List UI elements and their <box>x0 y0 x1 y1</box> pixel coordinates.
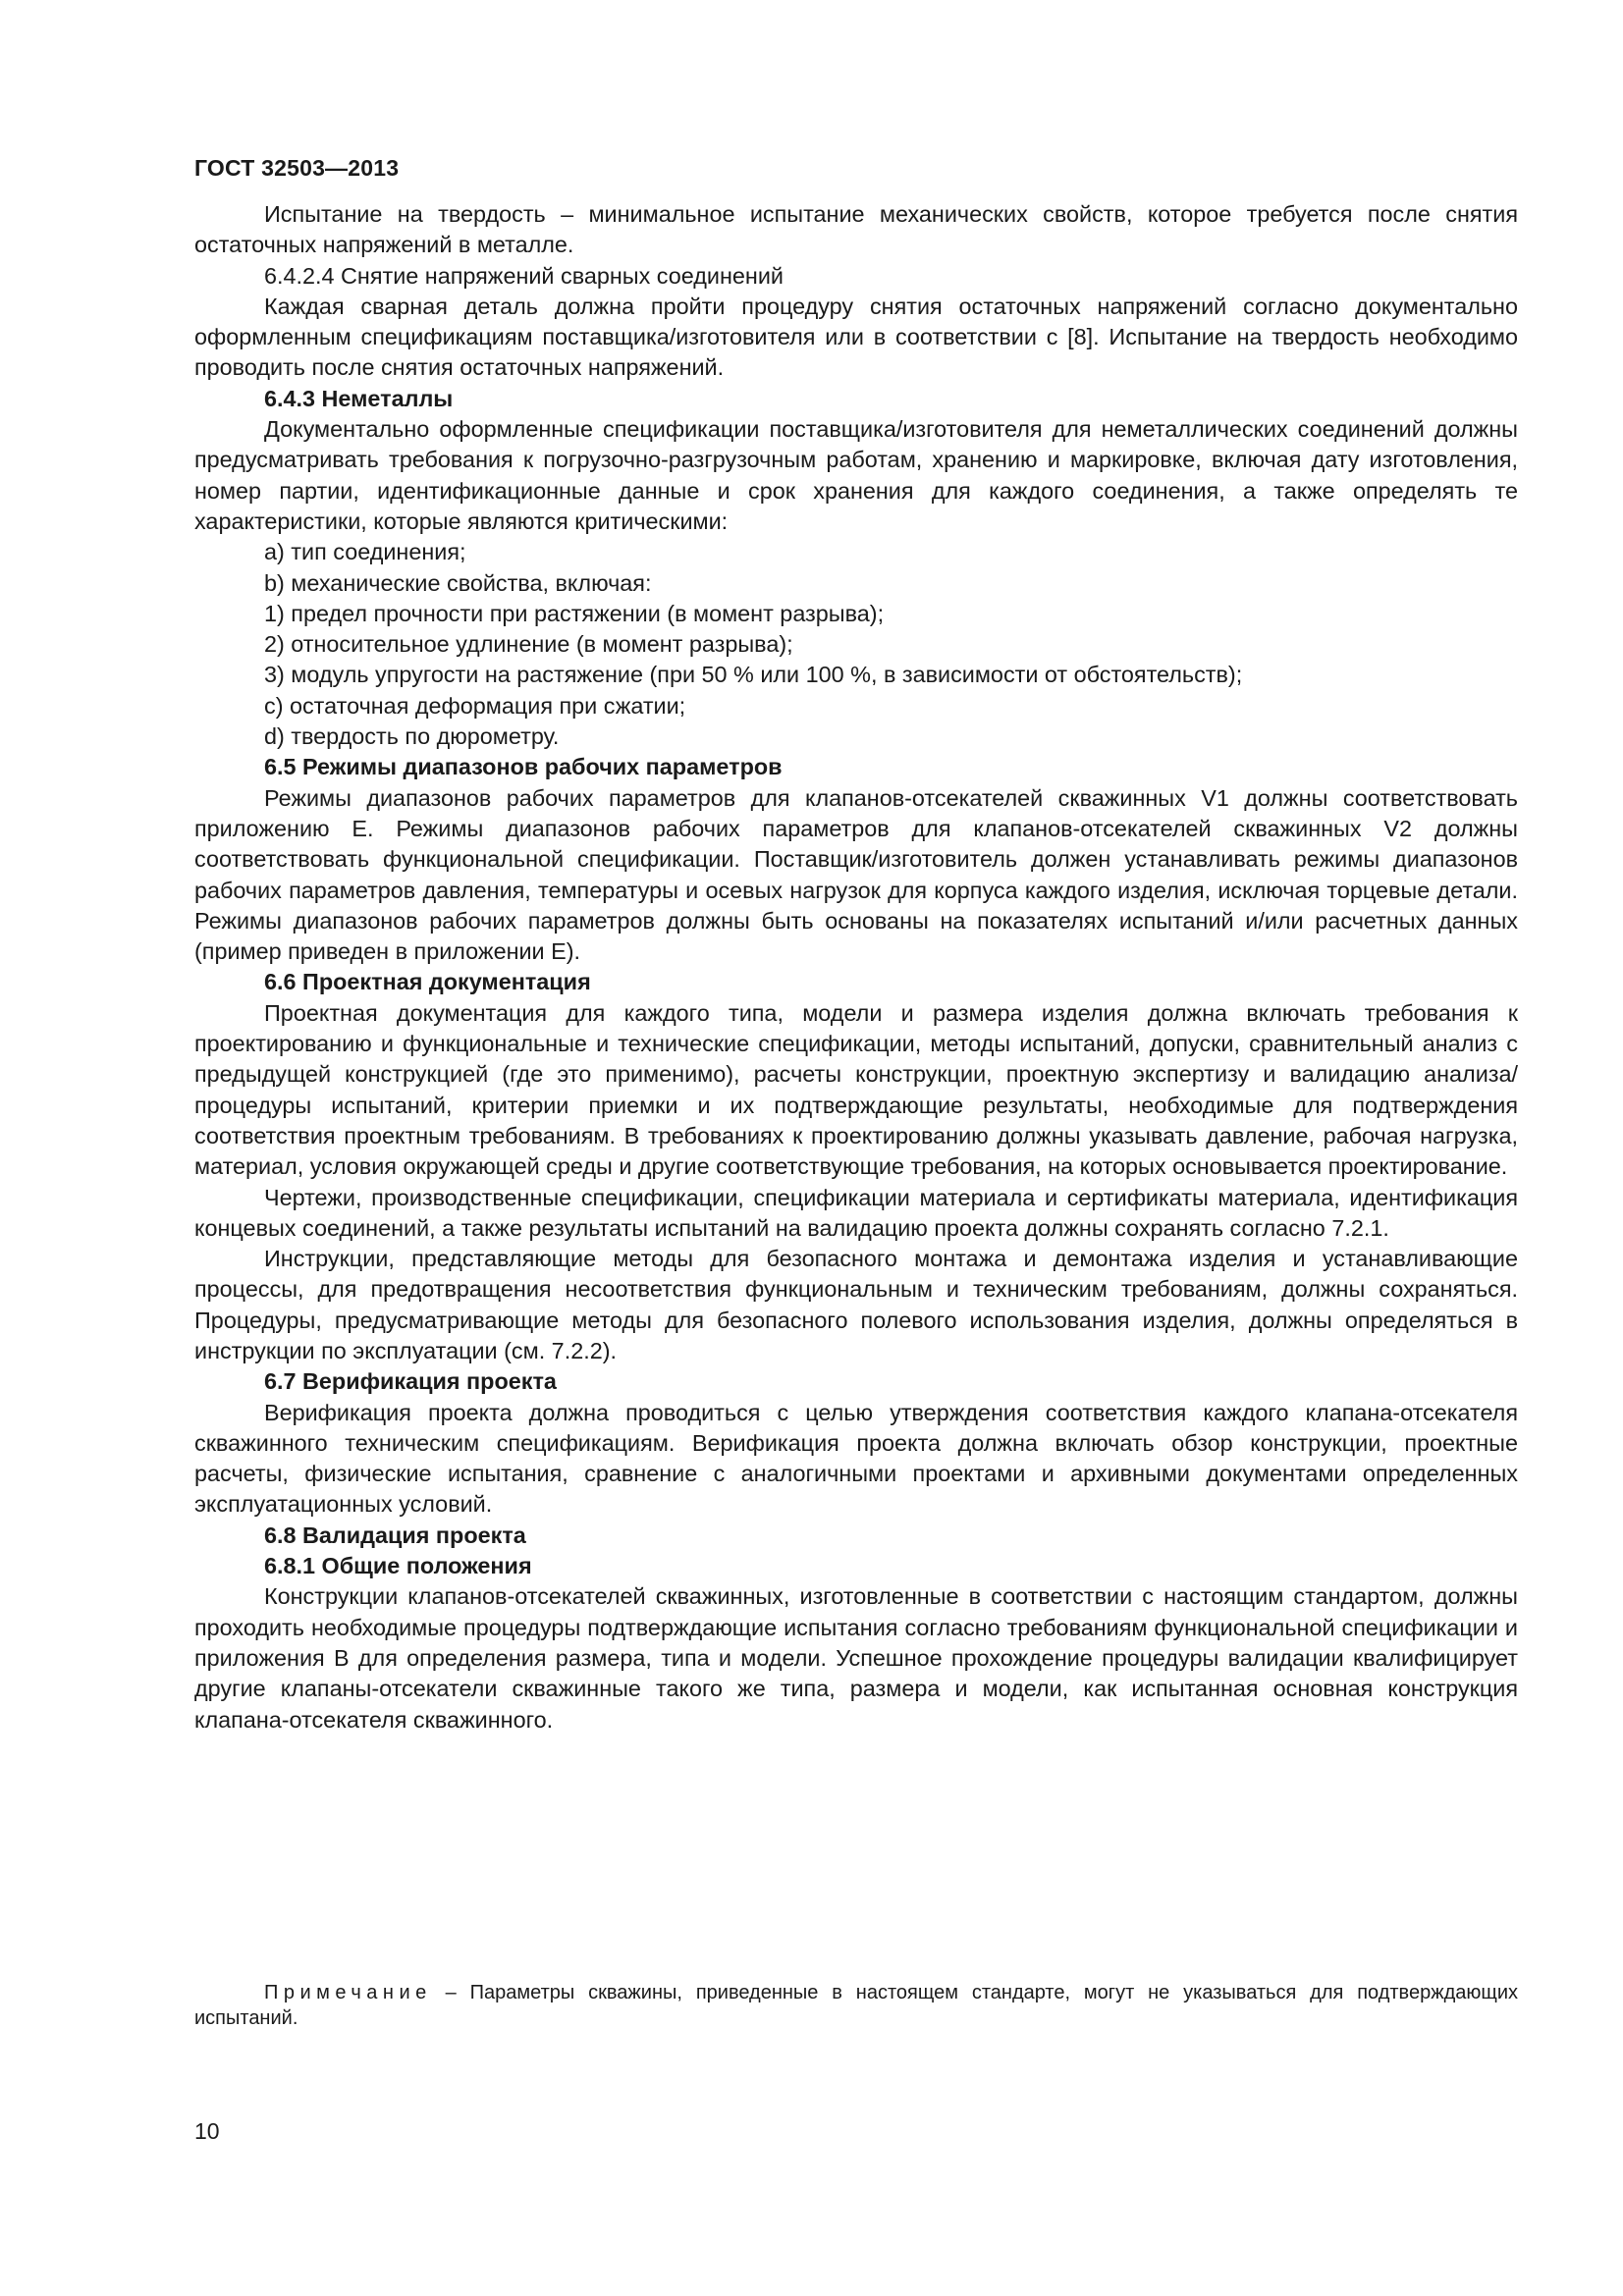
note-text: – Параметры скважины, приведенные в настоящем стандарте, могут не указываться для подтверждающих испытаний. <box>194 1982 1519 2029</box>
section-heading: 6.7 Верификация проекта <box>264 1368 557 1395</box>
page-number: 10 <box>194 2118 220 2144</box>
paragraph: Каждая сварная деталь должна пройти процедуру снятия остаточных напряжений согласно документально оформленным спецификациям поставщика/изготовителя или в соответствии с [8]. Испытание на твердость необходимо проводить после снятия остаточных напряжений. <box>194 293 1518 381</box>
section-heading: 6.6 Проектная документация <box>264 969 591 995</box>
list-item: 3) модуль упругости на растяжение (при 50 % или 100 %, в зависимости от обстоятельств); <box>264 662 1243 688</box>
paragraph: Верификация проекта должна проводиться с целью утверждения соответствия каждого клапана-отсекателя скважинного техническим спецификациям. Верификация проекта должна включать обзор конструкции, проектные расчеты, физические испытания, сравнение с аналогичными проектами и архивными документами определенных эксплуатационных условий. <box>194 1399 1518 1518</box>
section-heading: 6.8 Валидация проекта <box>264 1522 526 1548</box>
list-item: 1) предел прочности при растяжении (в момент разрыва); <box>264 600 885 626</box>
list-item: 2) относительное удлинение (в момент разрыва); <box>264 631 793 658</box>
section-heading: 6.5 Режимы диапазонов рабочих параметров <box>264 754 783 780</box>
section-heading: 6.8.1 Общие положения <box>264 1553 532 1579</box>
paragraph: Чертежи, производственные спецификации, спецификации материала и сертификаты материала, идентификация концевых соединений, а также результаты испытаний на валидацию проекта должны сохранять согласно 7.2.1. <box>194 1184 1518 1241</box>
list-item: b) механические свойства, включая: <box>264 569 652 596</box>
paragraph: Режимы диапазонов рабочих параметров для клапанов-отсекателей скважинных V1 должны соответствовать приложению Е. Режимы диапазонов рабочих параметров для клапанов-отсекателей скважинных V2 должны соответствовать функциональной спецификации. Поставщик/изготовитель должен устанавливать режимы диапазонов рабочих параметров давления, температуры и осевых нагрузок для корпуса каждого изделия, исключая торцевые детали. Режимы диапазонов рабочих параметров должны быть основаны на показателях испытаний и/или расчетных данных (пример приведен в приложении Е). <box>194 784 1518 965</box>
note-label: Примечание <box>264 1982 432 2003</box>
list-item: c) остаточная деформация при сжатии; <box>264 692 686 719</box>
paragraph: Проектная документация для каждого типа, модели и размера изделия должна включать требования к проектированию и функциональные и технические спецификации, методы испытаний, допуски, сравнительный анализ с предыдущей конструкцией (где это применимо), расчеты конструкции, проектную экспертизу и валидацию анализа/процедуры испытаний, критерии приемки и их подтверждающие результаты, необходимые для подтверждения соответствия проектным требованиям. В требованиях к проектированию должны указывать давление, рабочая нагрузка, материал, условия окружающей среды и другие соответствующие требования, на которых основывается проектирование. <box>194 999 1518 1180</box>
body-text <box>194 199 1518 1735</box>
paragraph: Испытание на твердость – минимальное испытание механических свойств, которое требуется после снятия остаточных напряжений в металле. <box>194 201 1518 258</box>
section-heading: 6.4.3 Неметаллы <box>264 385 454 411</box>
subsection-title: 6.4.2.4 Снятие напряжений сварных соединений <box>264 262 784 289</box>
list-item: a) тип соединения; <box>264 539 466 565</box>
list-item: d) твердость по дюрометру. <box>264 723 560 750</box>
paragraph: Документально оформленные спецификации поставщика/изготовителя для неметаллических соединений должны предусматривать требования к погрузочно-разгрузочным работам, хранению и маркировке, включая дату изготовления, номер партии, идентификационные данные и срок хранения для каждого соединения, а также определять те характеристики, которые являются критическими: <box>194 416 1518 534</box>
note <box>194 1980 1518 2031</box>
paragraph: Инструкции, представляющие методы для безопасного монтажа и демонтажа изделия и устанавливающие процессы, для предотвращения несоответствия функциональным и техническим требованиям, должны сохраняться. Процедуры, предусматривающие методы для безопасного полевого использования изделия, должны определяться в инструкции по эксплуатации (см. 7.2.2). <box>194 1246 1518 1363</box>
standard-code-header: ГОСТ 32503—2013 <box>194 155 400 181</box>
paragraph: Конструкции клапанов-отсекателей скважинных, изготовленные в соответствии с настоящим стандартом, должны проходить необходимые процедуры подтверждающие испытания согласно требованиям функциональной спецификации и приложения В для определения размера, типа и модели. Успешное прохождение процедуры валидации квалифицирует другие клапаны-отсекатели скважинные такого же типа, размера и модели, как испытанная основная конструкция клапана-отсекателя скважинного. <box>194 1583 1518 1733</box>
